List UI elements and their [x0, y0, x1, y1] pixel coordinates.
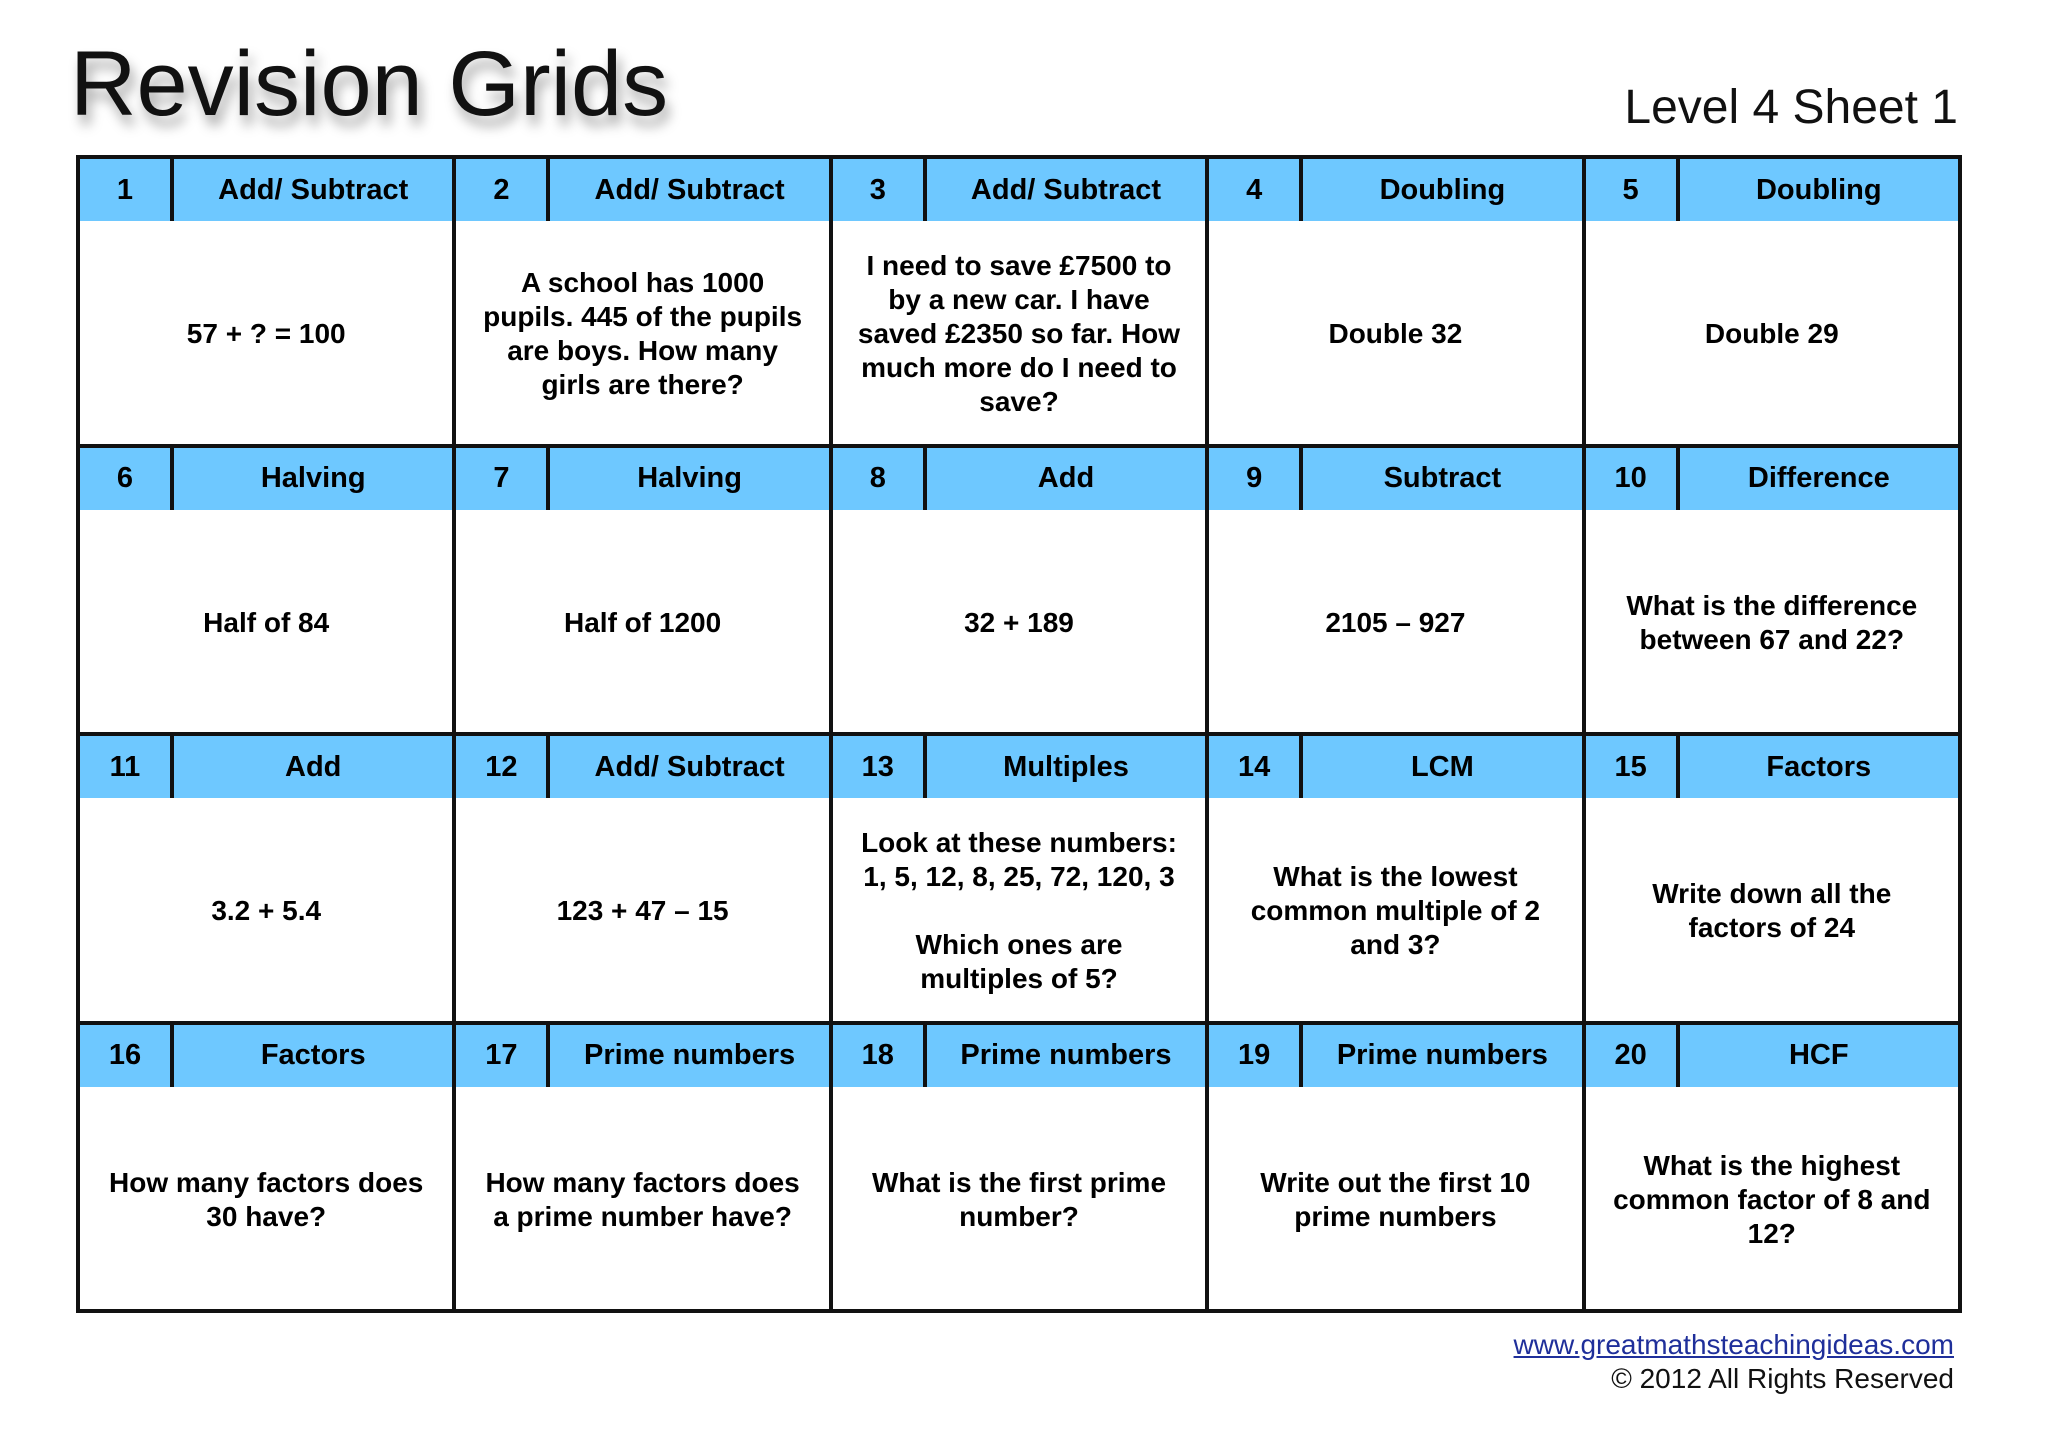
cell-header — [456, 736, 828, 798]
question-text: Write out the first 10 prime numbers — [1209, 1091, 1581, 1310]
grid-cell — [1209, 159, 1581, 444]
question-topic: Factors — [1680, 736, 1958, 798]
question-number: 8 — [833, 448, 923, 510]
question-text: Double 29 — [1586, 225, 1958, 444]
cell-header — [456, 159, 828, 221]
question-number: 20 — [1586, 1025, 1676, 1087]
grid-cell — [833, 736, 1205, 1021]
cell-header — [456, 1025, 828, 1087]
cell-header — [1586, 1025, 1958, 1087]
question-topic: Add/ Subtract — [927, 159, 1205, 221]
question-topic: Add — [927, 448, 1205, 510]
grid-cell — [1586, 448, 1958, 733]
question-text: 32 + 189 — [833, 514, 1205, 733]
cell-header — [80, 1025, 452, 1087]
question-number: 11 — [80, 736, 170, 798]
question-number: 6 — [80, 448, 170, 510]
cell-header — [456, 448, 828, 510]
grid-cell — [1586, 736, 1958, 1021]
grid-cell — [1209, 1025, 1581, 1310]
question-text: Write down all the factors of 24 — [1586, 802, 1958, 1021]
question-topic: Add/ Subtract — [174, 159, 452, 221]
grid-cell — [1586, 159, 1958, 444]
question-topic: Add/ Subtract — [550, 159, 828, 221]
question-number: 4 — [1209, 159, 1299, 221]
cell-header — [833, 736, 1205, 798]
grid-cell — [833, 159, 1205, 444]
question-text: How many factors does 30 have? — [80, 1091, 452, 1310]
question-topic: Subtract — [1303, 448, 1581, 510]
question-text: 3.2 + 5.4 — [80, 802, 452, 1021]
question-number: 5 — [1586, 159, 1676, 221]
cell-header — [1586, 736, 1958, 798]
cell-header — [1586, 159, 1958, 221]
grid-cell — [80, 448, 452, 733]
grid-cell — [456, 1025, 828, 1310]
cell-header — [1209, 448, 1581, 510]
cell-header — [833, 1025, 1205, 1087]
cell-header — [1209, 1025, 1581, 1087]
question-text: Look at these numbers: 1, 5, 12, 8, 25, 72, 120, 3 Which ones are multiples of 5? — [833, 802, 1205, 1021]
question-number: 12 — [456, 736, 546, 798]
cell-header — [833, 448, 1205, 510]
grid-cell — [1586, 1025, 1958, 1310]
cell-header — [80, 448, 452, 510]
question-number: 2 — [456, 159, 546, 221]
question-topic: Prime numbers — [1303, 1025, 1581, 1087]
question-text: 2105 – 927 — [1209, 514, 1581, 733]
page-title: Revision Grids — [70, 33, 669, 135]
question-topic: Factors — [174, 1025, 452, 1087]
footer — [1514, 1328, 1954, 1396]
question-text: What is the highest common factor of 8 and 12? — [1586, 1091, 1958, 1310]
question-text: 123 + 47 – 15 — [456, 802, 828, 1021]
question-topic: Doubling — [1303, 159, 1581, 221]
question-topic: Halving — [550, 448, 828, 510]
revision-grid — [76, 155, 1962, 1313]
question-text: What is the lowest common multiple of 2 and 3? — [1209, 802, 1581, 1021]
grid-cell — [833, 448, 1205, 733]
question-text: What is the difference between 67 and 22? — [1586, 514, 1958, 733]
question-number: 19 — [1209, 1025, 1299, 1087]
grid-cell — [456, 448, 828, 733]
grid-cell — [80, 159, 452, 444]
cell-header — [1209, 736, 1581, 798]
question-number: 3 — [833, 159, 923, 221]
grid-cell — [456, 159, 828, 444]
question-topic: Prime numbers — [550, 1025, 828, 1087]
cell-header — [80, 159, 452, 221]
question-topic: Difference — [1680, 448, 1958, 510]
question-topic: Multiples — [927, 736, 1205, 798]
grid-cell — [833, 1025, 1205, 1310]
cell-header — [833, 159, 1205, 221]
cell-header — [1209, 159, 1581, 221]
grid-cell — [80, 1025, 452, 1310]
copyright-text: © 2012 All Rights Reserved — [1611, 1363, 1954, 1395]
question-topic: Prime numbers — [927, 1025, 1205, 1087]
question-topic: Halving — [174, 448, 452, 510]
question-text: Double 32 — [1209, 225, 1581, 444]
question-number: 18 — [833, 1025, 923, 1087]
sheet-subtitle: Level 4 Sheet 1 — [1624, 81, 1958, 134]
question-number: 17 — [456, 1025, 546, 1087]
cell-header — [80, 736, 452, 798]
question-text: I need to save £7500 to by a new car. I have saved £2350 so far. How much more do I need to save? — [833, 225, 1205, 444]
question-number: 10 — [1586, 448, 1676, 510]
question-text: What is the first prime number? — [833, 1091, 1205, 1310]
website-link[interactable]: www.greatmathsteachingideas.com — [1513, 1329, 1954, 1360]
question-number: 15 — [1586, 736, 1676, 798]
question-text: Half of 1200 — [456, 514, 828, 733]
question-text: A school has 1000 pupils. 445 of the pupils are boys. How many girls are there? — [456, 225, 828, 444]
question-number: 16 — [80, 1025, 170, 1087]
cell-header — [1586, 448, 1958, 510]
question-number: 14 — [1209, 736, 1299, 798]
grid-cell — [1209, 736, 1581, 1021]
question-number: 7 — [456, 448, 546, 510]
question-topic: LCM — [1303, 736, 1581, 798]
question-text: 57 + ? = 100 — [80, 225, 452, 444]
question-number: 1 — [80, 159, 170, 221]
question-text: Half of 84 — [80, 514, 452, 733]
grid-cell — [1209, 448, 1581, 733]
grid-cell — [456, 736, 828, 1021]
question-topic: Add — [174, 736, 452, 798]
question-number: 13 — [833, 736, 923, 798]
grid-cell — [80, 736, 452, 1021]
question-topic: HCF — [1680, 1025, 1958, 1087]
question-topic: Doubling — [1680, 159, 1958, 221]
question-topic: Add/ Subtract — [550, 736, 828, 798]
question-number: 9 — [1209, 448, 1299, 510]
question-text: How many factors does a prime number have? — [456, 1091, 828, 1310]
